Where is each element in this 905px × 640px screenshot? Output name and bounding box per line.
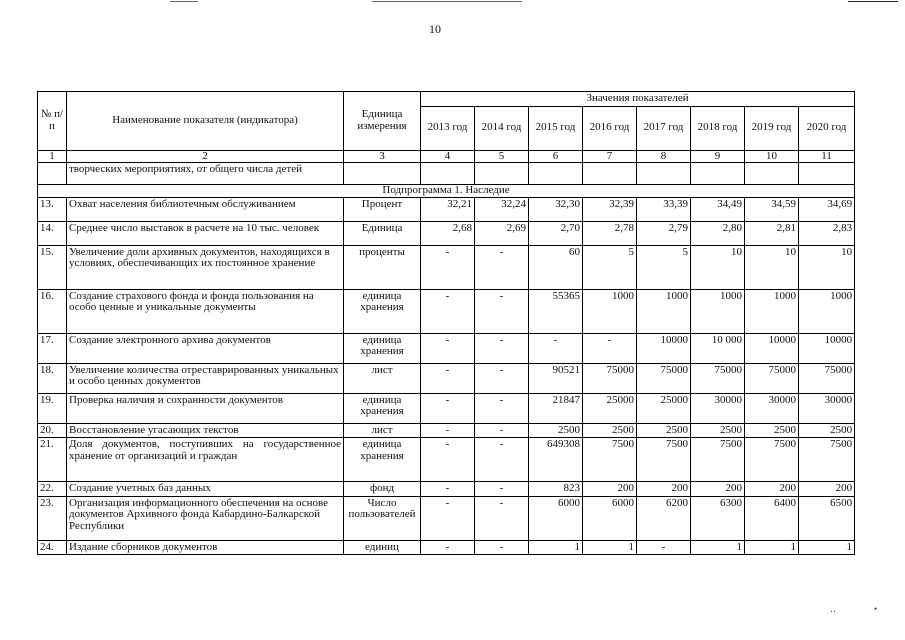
header-year: 2015 год	[529, 106, 583, 150]
continuation-value	[799, 163, 855, 185]
indicator-value: -	[421, 363, 475, 393]
indicator-value: 823	[529, 482, 583, 497]
indicator-value: 2500	[691, 423, 745, 438]
continuation-value	[583, 163, 637, 185]
indicator-value: 1	[745, 540, 799, 555]
table-row	[38, 333, 855, 363]
indicator-value: 32,30	[529, 197, 583, 221]
indicator-value: 5	[583, 245, 637, 289]
indicator-value: 75000	[637, 363, 691, 393]
indicator-value: 30000	[745, 393, 799, 423]
column-number: 5	[475, 150, 529, 163]
row-number: 13.	[38, 197, 67, 221]
indicator-value: 1000	[745, 289, 799, 333]
indicator-value: 25000	[637, 393, 691, 423]
indicator-value: 2500	[637, 423, 691, 438]
indicator-value: 10	[745, 245, 799, 289]
indicator-value: -	[583, 333, 637, 363]
indicator-value: 2,69	[475, 221, 529, 245]
indicator-value: 2500	[583, 423, 637, 438]
header-col-number: № п/п	[38, 92, 67, 151]
indicator-value: 2,70	[529, 221, 583, 245]
header-year: 2013 год	[421, 106, 475, 150]
indicator-value: -	[475, 482, 529, 497]
indicator-unit: единица хранения	[344, 289, 421, 333]
indicator-value: 1	[691, 540, 745, 555]
continuation-value	[421, 163, 475, 185]
indicator-value: 90521	[529, 363, 583, 393]
indicator-value: 6000	[583, 496, 637, 540]
header-year: 2016 год	[583, 106, 637, 150]
indicator-value: -	[475, 438, 529, 482]
continuation-value	[691, 163, 745, 185]
indicator-value: 30000	[691, 393, 745, 423]
continuation-unit	[344, 163, 421, 185]
row-number: 21.	[38, 438, 67, 482]
indicator-value: -	[475, 363, 529, 393]
indicator-value: 10000	[799, 333, 855, 363]
indicator-value: 200	[745, 482, 799, 497]
table-row	[38, 221, 855, 245]
scan-speck: •	[874, 604, 878, 614]
indicator-value: -	[421, 438, 475, 482]
table-row	[38, 393, 855, 423]
header-year: 2018 год	[691, 106, 745, 150]
indicator-value: 1	[583, 540, 637, 555]
row-number: 23.	[38, 496, 67, 540]
indicator-value: 6200	[637, 496, 691, 540]
column-number: 4	[421, 150, 475, 163]
indicator-value: 1000	[637, 289, 691, 333]
table-row	[38, 540, 855, 555]
indicator-value: -	[421, 423, 475, 438]
indicator-unit: лист	[344, 363, 421, 393]
indicator-name: Увеличение количества отреставрированных уникальных и особо ценных документов	[67, 363, 344, 393]
indicator-value: 6400	[745, 496, 799, 540]
column-number: 1	[38, 150, 67, 163]
indicator-value: 2,81	[745, 221, 799, 245]
indicator-value: -	[421, 482, 475, 497]
indicator-value: 649308	[529, 438, 583, 482]
subprogram-title: Подпрограмма 1. Наследие	[38, 185, 855, 198]
indicator-value: 2,68	[421, 221, 475, 245]
indicator-unit: единиц	[344, 540, 421, 555]
table-row	[38, 363, 855, 393]
indicator-name: Издание сборников документов	[67, 540, 344, 555]
table-row	[38, 438, 855, 482]
indicator-name: Доля документов, поступивших на государственное хранение от организаций и граждан	[67, 438, 344, 482]
indicator-value: -	[475, 423, 529, 438]
indicator-value: 2,78	[583, 221, 637, 245]
row-number: 15.	[38, 245, 67, 289]
indicator-unit: единица хранения	[344, 333, 421, 363]
column-number: 11	[799, 150, 855, 163]
indicator-value: 10	[799, 245, 855, 289]
indicator-value: 75000	[745, 363, 799, 393]
indicator-unit: лист	[344, 423, 421, 438]
row-number: 19.	[38, 393, 67, 423]
indicator-value: 200	[637, 482, 691, 497]
indicator-value: 2500	[745, 423, 799, 438]
header-year: 2019 год	[745, 106, 799, 150]
indicator-value: 60	[529, 245, 583, 289]
indicator-value: 32,24	[475, 197, 529, 221]
indicator-unit: Число пользователей	[344, 496, 421, 540]
indicator-value: 6500	[799, 496, 855, 540]
indicator-value: 1	[799, 540, 855, 555]
indicator-value: 10 000	[691, 333, 745, 363]
row-number: 18.	[38, 363, 67, 393]
header-values-title: Значения показателей	[421, 92, 855, 107]
indicator-value: 200	[583, 482, 637, 497]
indicator-value: 10000	[745, 333, 799, 363]
indicator-value: 2,79	[637, 221, 691, 245]
scan-mark-left	[170, 1, 198, 2]
indicator-value: 7500	[637, 438, 691, 482]
column-number: 10	[745, 150, 799, 163]
indicator-name: Восстановление угасающих текстов	[67, 423, 344, 438]
indicator-value: 6000	[529, 496, 583, 540]
indicator-value: 10	[691, 245, 745, 289]
indicator-value: 2500	[529, 423, 583, 438]
indicator-value: 34,59	[745, 197, 799, 221]
indicator-value: -	[421, 245, 475, 289]
indicator-value: 21847	[529, 393, 583, 423]
header-year: 2017 год	[637, 106, 691, 150]
table-row	[38, 496, 855, 540]
row-number: 22.	[38, 482, 67, 497]
indicator-value: 7500	[745, 438, 799, 482]
indicator-value: 7500	[691, 438, 745, 482]
indicator-value: 6300	[691, 496, 745, 540]
indicator-unit: Единица	[344, 221, 421, 245]
indicator-value: 2,80	[691, 221, 745, 245]
indicator-value: 30000	[799, 393, 855, 423]
indicator-value: 25000	[583, 393, 637, 423]
indicator-value: 32,21	[421, 197, 475, 221]
indicator-unit: проценты	[344, 245, 421, 289]
indicator-value: -	[421, 289, 475, 333]
scan-mark-right	[848, 1, 898, 2]
table-row	[38, 197, 855, 221]
indicator-value: 2500	[799, 423, 855, 438]
header-col-name: Наименование показателя (индикатора)	[67, 92, 344, 151]
indicator-value: 5	[637, 245, 691, 289]
indicator-value: 34,49	[691, 197, 745, 221]
indicator-value: -	[475, 496, 529, 540]
table-row	[38, 482, 855, 497]
indicator-unit: фонд	[344, 482, 421, 497]
indicator-value: -	[421, 333, 475, 363]
indicator-value: -	[637, 540, 691, 555]
indicator-value: 33,39	[637, 197, 691, 221]
row-number: 17.	[38, 333, 67, 363]
continuation-value	[637, 163, 691, 185]
indicator-name: Организация информационного обеспечения на основе документов Архивного фонда Кабардино-Балкарской Республики	[67, 496, 344, 540]
indicator-value: 32,39	[583, 197, 637, 221]
row-number: 14.	[38, 221, 67, 245]
indicators-table	[37, 91, 855, 555]
indicator-value: 1000	[691, 289, 745, 333]
indicator-value: -	[421, 496, 475, 540]
indicator-value: 7500	[583, 438, 637, 482]
indicator-name: Создание электронного архива документов	[67, 333, 344, 363]
column-number: 3	[344, 150, 421, 163]
column-number: 8	[637, 150, 691, 163]
page-number: 10	[429, 22, 441, 36]
indicator-name: Среднее число выставок в расчете на 10 тыс. человек	[67, 221, 344, 245]
indicator-value: 55365	[529, 289, 583, 333]
indicator-value: -	[475, 393, 529, 423]
indicator-value: -	[529, 333, 583, 363]
indicator-unit: Процент	[344, 197, 421, 221]
indicator-unit: единица хранения	[344, 393, 421, 423]
indicator-value: 34,69	[799, 197, 855, 221]
indicator-value: 200	[691, 482, 745, 497]
indicator-name: Создание учетных баз данных	[67, 482, 344, 497]
table-row	[38, 423, 855, 438]
indicator-value: 2,83	[799, 221, 855, 245]
scan-mark-center	[372, 1, 522, 2]
table-row	[38, 245, 855, 289]
scan-speck: ․․	[830, 604, 837, 614]
continuation-value	[475, 163, 529, 185]
continuation-value	[745, 163, 799, 185]
header-col-unit: Единица измерения	[344, 92, 421, 151]
indicator-value: 1	[529, 540, 583, 555]
row-number: 24.	[38, 540, 67, 555]
indicator-name: Создание страхового фонда и фонда пользования на особо ценные и уникальные документы	[67, 289, 344, 333]
indicator-value: 75000	[799, 363, 855, 393]
indicator-value: -	[475, 540, 529, 555]
continuation-num	[38, 163, 67, 185]
header-year: 2014 год	[475, 106, 529, 150]
table-row	[38, 289, 855, 333]
indicator-unit: единица хранения	[344, 438, 421, 482]
column-number: 6	[529, 150, 583, 163]
indicator-value: -	[475, 333, 529, 363]
indicator-value: -	[475, 289, 529, 333]
indicator-value: -	[421, 540, 475, 555]
indicator-value: 75000	[583, 363, 637, 393]
indicator-value: 1000	[583, 289, 637, 333]
indicator-value: 1000	[799, 289, 855, 333]
continuation-value	[529, 163, 583, 185]
column-number: 2	[67, 150, 344, 163]
indicator-value: -	[421, 393, 475, 423]
indicator-value: 200	[799, 482, 855, 497]
indicator-name: Охват населения библиотечным обслуживанием	[67, 197, 344, 221]
column-number: 9	[691, 150, 745, 163]
column-number: 7	[583, 150, 637, 163]
row-number: 20.	[38, 423, 67, 438]
indicator-name: Увеличение доли архивных документов, находящихся в условиях, обеспечивающих их постоянное хранение	[67, 245, 344, 289]
row-number: 16.	[38, 289, 67, 333]
indicator-name: Проверка наличия и сохранности документов	[67, 393, 344, 423]
indicator-value: 10000	[637, 333, 691, 363]
continuation-name: творческих мероприятиях, от общего числа детей	[67, 163, 344, 185]
indicator-value: 75000	[691, 363, 745, 393]
header-year: 2020 год	[799, 106, 855, 150]
indicator-value: -	[475, 245, 529, 289]
indicator-value: 7500	[799, 438, 855, 482]
